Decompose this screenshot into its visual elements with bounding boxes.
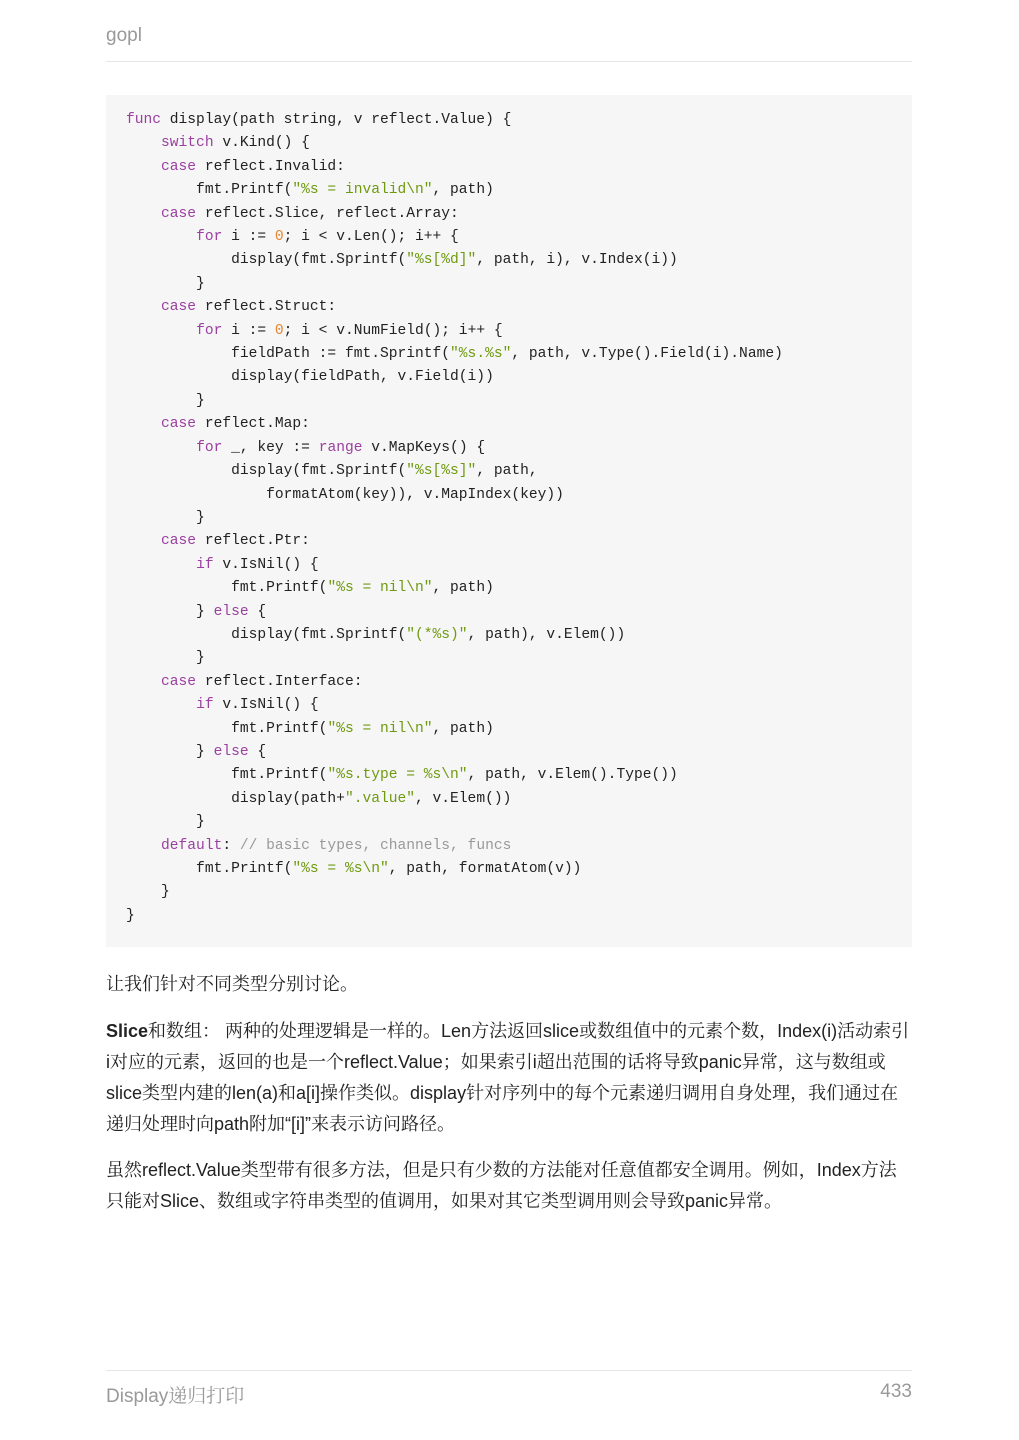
code-token: v.IsNil() { <box>213 697 319 714</box>
code-token: , path) <box>432 720 494 737</box>
code-keyword: else <box>213 743 249 760</box>
code-token: formatAtom(key)), v.MapIndex(key)) <box>126 486 564 503</box>
code-token: display(path string, v reflect.Value) { <box>161 112 512 128</box>
code-line <box>126 861 581 877</box>
code-line <box>126 276 205 292</box>
code-token <box>126 229 196 245</box>
code-token <box>126 697 196 713</box>
code-string: "%s = nil\n" <box>327 720 433 737</box>
code-line <box>126 323 503 339</box>
code-keyword: case <box>161 673 197 690</box>
code-keyword: func <box>126 112 162 128</box>
code-line <box>126 182 494 198</box>
code-line <box>126 112 511 128</box>
code-string: "%s = %s\n" <box>292 861 389 877</box>
code-token: display(fmt.Sprintf( <box>126 252 407 269</box>
code-line <box>126 346 783 362</box>
code-token <box>126 533 161 549</box>
code-comment: // basic types, channels, funcs <box>239 837 512 854</box>
code-line <box>126 393 205 409</box>
code-token: fieldPath := fmt.Sprintf( <box>126 346 451 363</box>
code-token: } <box>126 814 205 831</box>
code-token: , path, v.Elem().Type()) <box>467 767 678 784</box>
code-token: } <box>126 650 205 667</box>
code-line <box>126 650 205 666</box>
code-token: , path, i), v.Index(i)) <box>476 252 678 269</box>
code-line <box>126 206 459 222</box>
code-token: : <box>222 837 240 854</box>
code-string: "%s = nil\n" <box>327 580 433 597</box>
code-keyword: range <box>318 439 363 456</box>
code-line <box>126 627 625 643</box>
code-keyword: case <box>161 158 197 175</box>
code-keyword: for <box>196 439 223 456</box>
code-token: ; i < v.NumField(); i++ { <box>283 322 503 339</box>
code-token <box>126 299 161 315</box>
code-string: "%s.%s" <box>450 346 512 363</box>
code-number: 0 <box>274 229 284 246</box>
code-token: display(fieldPath, v.Field(i)) <box>126 369 494 386</box>
code-line <box>126 674 362 690</box>
code-token: _, key := <box>222 439 319 456</box>
code-string: "%s = invalid\n" <box>292 182 433 199</box>
code-token: display(fmt.Sprintf( <box>126 626 407 643</box>
code-token: ; i < v.Len(); i++ { <box>283 229 459 246</box>
code-string: "%s[%s]" <box>406 463 477 480</box>
page-header <box>106 24 912 62</box>
page-number: 433 <box>880 1381 912 1402</box>
code-keyword: if <box>196 697 214 714</box>
code-keyword: case <box>161 416 197 433</box>
code-token: reflect.Ptr: <box>196 533 310 550</box>
code-token: v.IsNil() { <box>213 556 319 573</box>
code-keyword: if <box>196 556 214 573</box>
code-token <box>126 135 161 151</box>
code-line <box>126 487 564 503</box>
code-token: reflect.Struct: <box>196 299 337 316</box>
code-keyword: for <box>196 322 223 339</box>
code-token: i := <box>222 322 275 339</box>
code-token: fmt.Printf( <box>126 580 328 597</box>
code-line <box>126 135 310 151</box>
code-number: 0 <box>274 322 284 339</box>
paragraph-reflect-value: 虽然reflect.Value类型带有很多方法，但是只有少数的方法能对任意值都安全调用。例如，Index方法只能对Slice、数组或字符串类型的值调用，如果对其它类型调用则会导致panic异常。 <box>106 1160 897 1211</box>
code-token: reflect.Interface: <box>196 673 363 690</box>
code-line <box>126 744 266 760</box>
code-token: , path, formatAtom(v)) <box>388 861 582 877</box>
code-token <box>126 323 196 339</box>
code-string: "(*%s)" <box>406 626 468 643</box>
code-listing <box>126 109 892 928</box>
code-keyword: case <box>161 533 197 550</box>
paragraph-intro: 让我们针对不同类型分别讨论。 <box>106 974 358 994</box>
code-token: , path, <box>476 463 538 480</box>
code-token: } <box>126 884 170 901</box>
code-line <box>126 533 310 549</box>
page-footer <box>106 1370 912 1411</box>
code-line <box>126 580 494 596</box>
code-token: , path) <box>432 580 494 597</box>
code-token: , path, v.Type().Field(i).Name) <box>511 346 783 363</box>
code-line <box>126 697 319 713</box>
code-string: ".value" <box>344 790 416 807</box>
code-token: i := <box>222 229 275 246</box>
code-token: , v.Elem()) <box>415 790 512 807</box>
code-token: fmt.Printf( <box>126 182 293 199</box>
code-token: v.Kind() { <box>213 135 310 152</box>
code-token <box>126 838 161 854</box>
paragraph-slice-bold-term: Slice <box>106 1021 149 1041</box>
code-line <box>126 908 135 924</box>
code-string: "%s.type = %s\n" <box>327 767 468 784</box>
code-token: { <box>248 743 267 760</box>
code-line <box>126 229 459 245</box>
paragraph-slice-body: 和数组： 两种的处理逻辑是一样的。Len方法返回slice或数组值中的元素个数，Index(i)活动索引i对应的元素，返回的也是一个reflect.Value；如果索引i超出范围的话将导致panic异常，这与数组或slice类型内建的len(a)和a[i]操作类似。display针对序列中的每个元素递归调用自身处理，我们通过在递归处理时向path附加“[i]”来表示访问路径。 <box>106 1021 910 1134</box>
code-line <box>126 252 678 268</box>
book-title: gopl <box>106 25 142 46</box>
code-token: fmt.Printf( <box>126 767 328 784</box>
code-token: fmt.Printf( <box>126 861 293 877</box>
code-string: "%s[%d]" <box>406 252 477 269</box>
code-token: } <box>126 509 205 526</box>
code-token: } <box>126 392 205 409</box>
code-token: v.MapKeys() { <box>362 439 486 456</box>
code-line <box>126 416 310 432</box>
code-token: } <box>126 603 214 620</box>
code-token <box>126 440 196 456</box>
section-title: Display递归打印 <box>106 1386 245 1407</box>
code-token: } <box>126 275 205 292</box>
code-keyword: case <box>161 205 197 222</box>
code-line <box>126 767 678 783</box>
code-line <box>126 838 511 854</box>
code-token: } <box>126 743 214 760</box>
code-token <box>126 557 196 573</box>
code-line <box>126 721 494 737</box>
code-token <box>126 206 161 222</box>
code-line <box>126 884 170 900</box>
code-token: display(path+ <box>126 790 345 807</box>
code-line <box>126 814 205 830</box>
code-line <box>126 510 205 526</box>
code-keyword: else <box>213 603 249 620</box>
code-token: fmt.Printf( <box>126 720 328 737</box>
code-keyword: default <box>161 837 223 854</box>
code-token: reflect.Slice, reflect.Array: <box>196 205 459 222</box>
code-keyword: case <box>161 299 197 316</box>
code-token: { <box>248 603 267 620</box>
code-line <box>126 791 511 807</box>
code-line <box>126 440 485 456</box>
code-token <box>126 674 161 690</box>
code-block <box>106 95 912 947</box>
code-token: reflect.Map: <box>196 416 310 433</box>
code-keyword: for <box>196 229 223 246</box>
code-token: , path), v.Elem()) <box>467 626 626 643</box>
code-line <box>126 369 494 385</box>
code-token: , path) <box>432 182 494 199</box>
paragraph-slice-array <box>106 1016 912 1140</box>
code-token <box>126 416 161 432</box>
code-line <box>126 463 538 479</box>
code-line <box>126 159 345 175</box>
code-keyword: switch <box>161 135 214 152</box>
code-token: reflect.Invalid: <box>196 158 345 175</box>
code-line <box>126 299 336 315</box>
code-token <box>126 159 161 175</box>
code-line <box>126 604 266 620</box>
code-token: } <box>126 907 135 924</box>
code-token: display(fmt.Sprintf( <box>126 463 407 480</box>
code-line <box>126 557 319 573</box>
